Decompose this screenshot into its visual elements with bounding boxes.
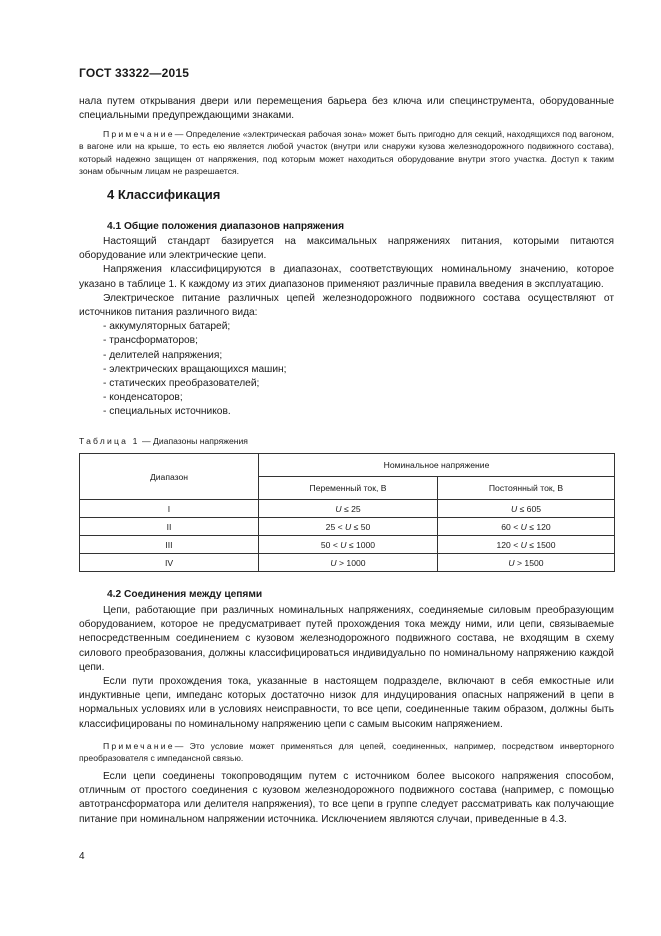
note-1 (79, 128, 614, 178)
cell-range: II (80, 518, 259, 536)
cell-ac: U > 1000 (259, 554, 438, 572)
cell-dc: 120 < U ≤ 1500 (438, 536, 615, 554)
note-2-text: — Это условие может применяться для цепей, соединенных, например, посредством инверторного преобразователя с импедансной связью. (79, 741, 614, 764)
cell-dc: 60 < U ≤ 120 (438, 518, 615, 536)
note-2 (79, 740, 614, 765)
page-number: 4 (79, 851, 85, 862)
s42-paragraph-3: Если цепи соединены токопроводящим путем с источником более высокого напряжения способом, отличным от простого соединения с кузовом железнодорожного подвижного состава (например, с помощью автотрансформатора или делителя напряжения), то все цепи в группе следует рассматривать как получающие питание при номинальном напряжении источника. Исключением являются случаи, приведенные в 4.3. (79, 771, 614, 825)
table-row (80, 554, 615, 572)
table-caption (79, 436, 248, 446)
cell-range: III (80, 536, 259, 554)
table-row (80, 500, 615, 518)
cell-dc: U ≤ 605 (438, 500, 615, 518)
list-item: - электрических вращающихся машин; (103, 363, 614, 377)
note-2-label: Примечание (103, 741, 175, 751)
header-nominal: Номинальное напряжение (259, 454, 615, 477)
note-1-label: Примечание (103, 129, 175, 139)
s42-paragraph-1: Цепи, работающие при различных номинальных напряжениях, соединяемые силовым преобразующим оборудованием, которое не предусматривает путей прохождения тока между ними, или цепи, связываемые непосредственным соединением с кузовом железнодорожного подвижного состава, не входящим в схему силового преобразования, должны классифицироваться индивидуально по номинальному напряжению каждой цепи. (79, 605, 614, 673)
table-caption-label: Таблица 1 (79, 436, 140, 446)
list-item: - конденсаторов; (103, 391, 614, 405)
section-4-1-title: 4.1 Общие положения диапазонов напряжения (107, 221, 345, 232)
list-item: - статических преобразователей; (103, 377, 614, 391)
cell-ac: 25 < U ≤ 50 (259, 518, 438, 536)
s41-paragraph-2: Напряжения классифицируются в диапазонах, соответствующих номинальному значению, которое указано в таблице 1. К каждому из этих диапазонов применяют различные правила введения в эксплуатацию. (79, 264, 614, 290)
header-dc: Постоянный ток, В (438, 477, 615, 500)
header-ac: Переменный ток, В (259, 477, 438, 500)
s41-paragraph-3: Электрическое питание различных цепей железнодорожного подвижного состава осуществляют от источников питания различного вида: (79, 292, 614, 319)
list-item: - специальных источников. (103, 405, 614, 419)
standard-header: ГОСТ 33322—2015 (79, 66, 190, 80)
sources-list (79, 320, 614, 419)
list-item: - делителей напряжения; (103, 349, 614, 363)
list-item: - трансформаторов; (103, 334, 614, 348)
s41-paragraph-1: Настоящий стандарт базируется на максимальных напряжениях питания, которыми питаются оборудование или электрические цепи. (79, 236, 614, 262)
section-4-title: 4 Классификация (107, 187, 221, 202)
cell-ac: U ≤ 25 (259, 500, 438, 518)
table-row (80, 518, 615, 536)
section-4-1-body (79, 235, 614, 420)
cell-range: I (80, 500, 259, 518)
cell-ac: 50 < U ≤ 1000 (259, 536, 438, 554)
intro-text: нала путем открывания двери или перемещения барьера без ключа или специнструмента, оборудованные специальными предупреждающими знаками. (79, 96, 614, 122)
voltage-ranges-table (79, 453, 615, 572)
section-4-2-continued (79, 770, 614, 827)
note-1-text: — Определение «электрическая рабочая зона» может быть пригодно для секций, находящихся под вагоном, в вагоне или на крыше, то есть ею является любой участок (внутри или снаружи кузова железнодорожного подвижного состава), который надежно защищен от напряжения, под которым может находиться оборудование внутри этого участка. Доступ к таким зонам обычным лицам не разрешается. (79, 129, 614, 177)
intro-paragraph (79, 95, 614, 123)
cell-dc: U > 1500 (438, 554, 615, 572)
header-range: Диапазон (80, 454, 259, 500)
list-item: - аккумуляторных батарей; (103, 320, 614, 334)
section-4-2-body (79, 604, 614, 732)
section-4-2-title: 4.2 Соединения между цепями (107, 589, 263, 600)
s42-paragraph-2: Если пути прохождения тока, указанные в настоящем подразделе, включают в себя емкостные или индуктивные цепи, импеданс которых достаточно низок для индуцирования опасных напряжений в цепи в нормальных условиях или в условиях неисправности, то все цепи, соединенные таким образом, должны быть классифицированы по номинальному напряжению цепи с самым высоким напряжением. (79, 676, 614, 730)
table-row (80, 536, 615, 554)
table-caption-text: — Диапазоны напряжения (139, 436, 248, 446)
cell-range: IV (80, 554, 259, 572)
